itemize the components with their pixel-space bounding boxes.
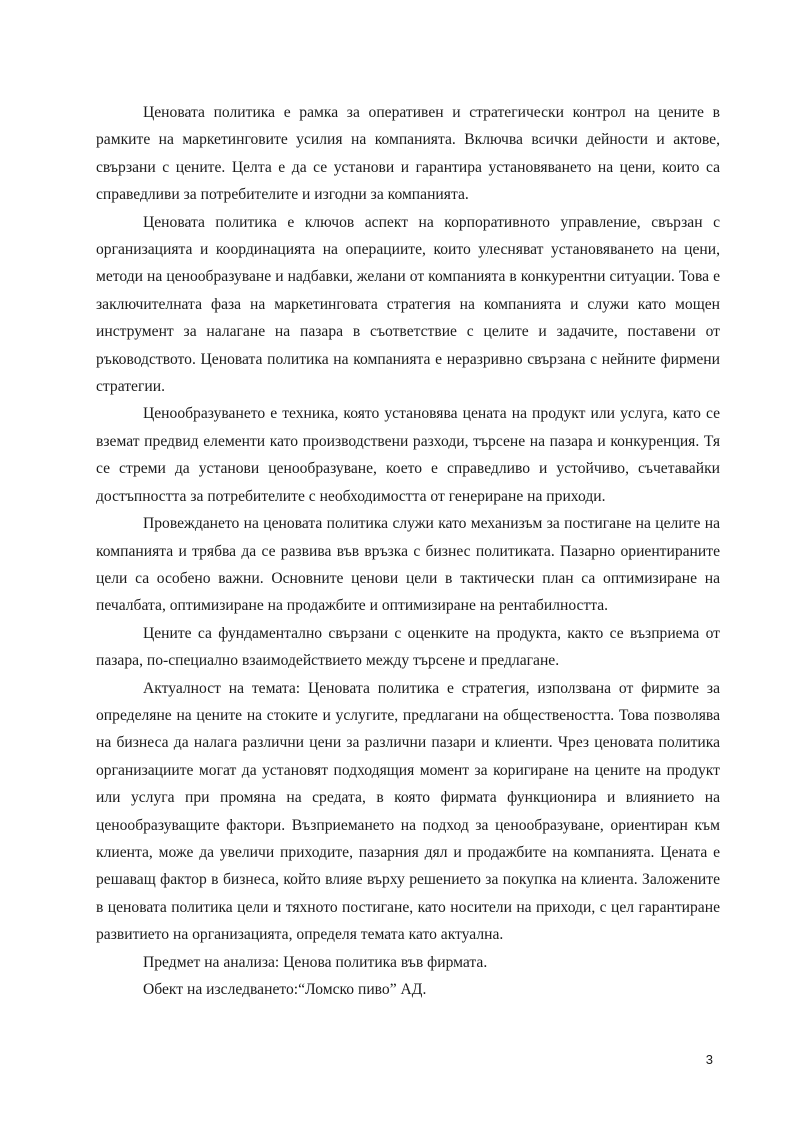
paragraph-corporate-management: Ценовата политика е ключов аспект на корпоративното управление, свързан с организацията и координацията на операциите, които улесняват установяването на цени, методи на ценообразуване и надбавки, желани от компанията в конкурентни ситуации. Това е заключителната фаза на маркетинговата стратегия на компанията и служи като мощен инструмент за налагане на пазара в съответствие с целите и задачите, поставени от ръководството. Ценовата политика на компанията е неразривно свързана с нейните фирмени стратегии.	[96, 213, 720, 396]
paragraph-pricing-technique: Ценообразуването е техника, която установява цената на продукт или услуга, като се вземат предвид елементи като производствени разходи, търсене на пазара и конкуренция. Тя се стреми да установи ценообразуване, което е справедливо и устойчиво, съчетавайки достъпността за потребителите с необходимостта от генериране на приходи.	[96, 405, 720, 505]
document-body	[96, 99, 720, 1003]
page-number: 3	[705, 1052, 713, 1067]
paragraph-pricing-policy-definition: Ценовата политика е рамка за оперативен и стратегически контрол на цените в рамките на маркетинговите усилия на компанията. Включва всички дейности и актове, свързани с цените. Целта е да се установи и гарантира установяването на цени, които са справедливи за потребителите и изгодни за компанията.	[96, 104, 720, 204]
paragraph-analysis-subject: Предмет на анализа: Ценова политика във фирмата.	[143, 953, 488, 971]
paragraph-research-object: Обект на изследването:“Ломско пиво” АД.	[143, 981, 427, 998]
paragraph-topic-relevance: Актуалност на темата: Ценовата политика е стратегия, използвана от фирмите за определяне на цените на стоките и услугите, предлагани на обществеността. Това позволява на бизнеса да налага различни цени за различни пазари и клиенти. Чрез ценовата политика организациите могат да установят подходящия момент за коригиране на цените на продукт или услуга при промяна на средата, в която фирмата функционира и влиянието на ценообразуващите фактори. Възприемането на подход за ценообразуване, ориентиран към клиента, може да увеличи приходите, пазарния дял и продажбите на компанията. Цената е решаващ фактор в бизнеса, който влияе върху решението за покупка на клиента. Заложените в ценовата политика цели и тяхното постигане, като носители на приходи, с цел гарантиране развитието на организацията, определя темата като актуална.	[96, 679, 720, 944]
paragraph-pricing-objectives: Провеждането на ценовата политика служи като механизъм за постигане на целите на компанията и трябва да се развива във връзка с бизнес политиката. Пазарно ориентираните цели са особено важни. Основните ценови цели в тактически план са оптимизиране на печалбата, оптимизиране на продажбите и оптимизиране на рентабилността.	[96, 515, 720, 615]
paragraph-supply-demand: Цените са фундаментално свързани с оценките на продукта, както се възприема от пазара, по-специално взаимодействието между търсене и предлагане.	[96, 624, 720, 670]
